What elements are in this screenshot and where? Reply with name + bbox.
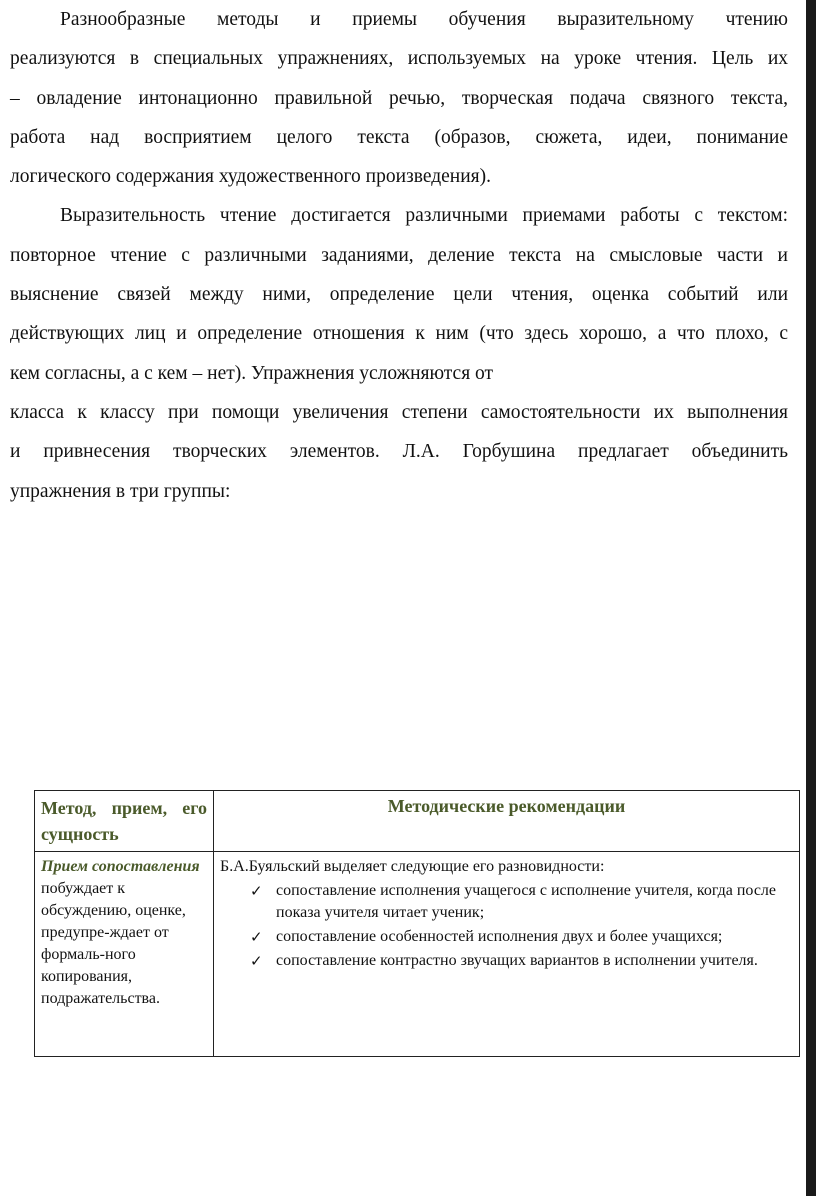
list-item <box>250 880 793 924</box>
list-item <box>250 950 793 972</box>
text-line: действующих лиц и определение отношения к ним (что здесь хорошо, а что плохо, с <box>10 323 788 345</box>
text-line: Выразительность чтение достигается различными приемами работы с текстом: <box>60 205 788 227</box>
text-line: и привнесения творческих элементов. Л.А. Горбушина предлагает объединить <box>10 441 788 463</box>
table-row <box>35 852 800 1057</box>
method-description: побуждает к обсуждению, оценке, предупре-ждает от формаль-ного копирования, подражательства. <box>41 880 186 1007</box>
list-item <box>250 926 793 948</box>
body-text <box>10 0 788 511</box>
header-method: Метод, прием, его сущность <box>35 791 214 852</box>
text-line: класса к классу при помощи увеличения степени самостоятельности их выполнения <box>10 401 788 423</box>
header-recommendations: Методические рекомендации <box>214 791 800 852</box>
text-line: Разнообразные методы и приемы обучения выразительному чтению <box>60 9 788 30</box>
recommendations-intro: Б.А.Буяльский выделяет следующие его разновидности: <box>220 858 605 875</box>
text-line: повторное чтение с различными заданиями, деление текста на смысловые части и <box>10 244 788 266</box>
list-item-text: сопоставление исполнения учащегося с исполнение учителя, когда после показа учителя читает ученик; <box>276 882 777 921</box>
recommendations-cell <box>214 852 800 1057</box>
text-line: – овладение интонационно правильной речью, творческая подача связного текста, <box>10 87 788 109</box>
check-icon: ✓ <box>250 952 263 970</box>
paragraph-3 <box>10 393 788 511</box>
check-icon: ✓ <box>250 882 263 900</box>
list-item-text: сопоставление особенностей исполнения двух и более учащихся; <box>276 928 723 945</box>
method-cell <box>35 852 214 1057</box>
text-line: реализуются в специальных упражнениях, используемых на уроке чтения. Цель их <box>10 48 788 70</box>
check-icon: ✓ <box>250 928 263 946</box>
recommendations-list <box>220 880 793 972</box>
page-edge-border <box>806 0 816 1196</box>
list-item-text: сопоставление контрастно звучащих вариантов в исполнении учителя. <box>276 952 758 969</box>
text-line: работа над восприятием целого текста (образов, сюжета, идеи, понимание <box>10 126 788 148</box>
table-header-row <box>35 791 800 852</box>
paragraph-2 <box>10 196 788 392</box>
paragraph-1 <box>10 0 788 196</box>
text-line: логического содержания художественного произведения). <box>10 166 492 188</box>
text-line: упражнения в три группы: <box>10 480 231 502</box>
text-line: кем согласны, а с кем – нет). Упражнения усложняются от <box>10 362 494 384</box>
text-line: выяснение связей между ними, определение цели чтения, оценка событий или <box>10 284 788 306</box>
methods-table <box>34 790 800 1057</box>
method-title: Прием сопоставления <box>41 858 200 875</box>
